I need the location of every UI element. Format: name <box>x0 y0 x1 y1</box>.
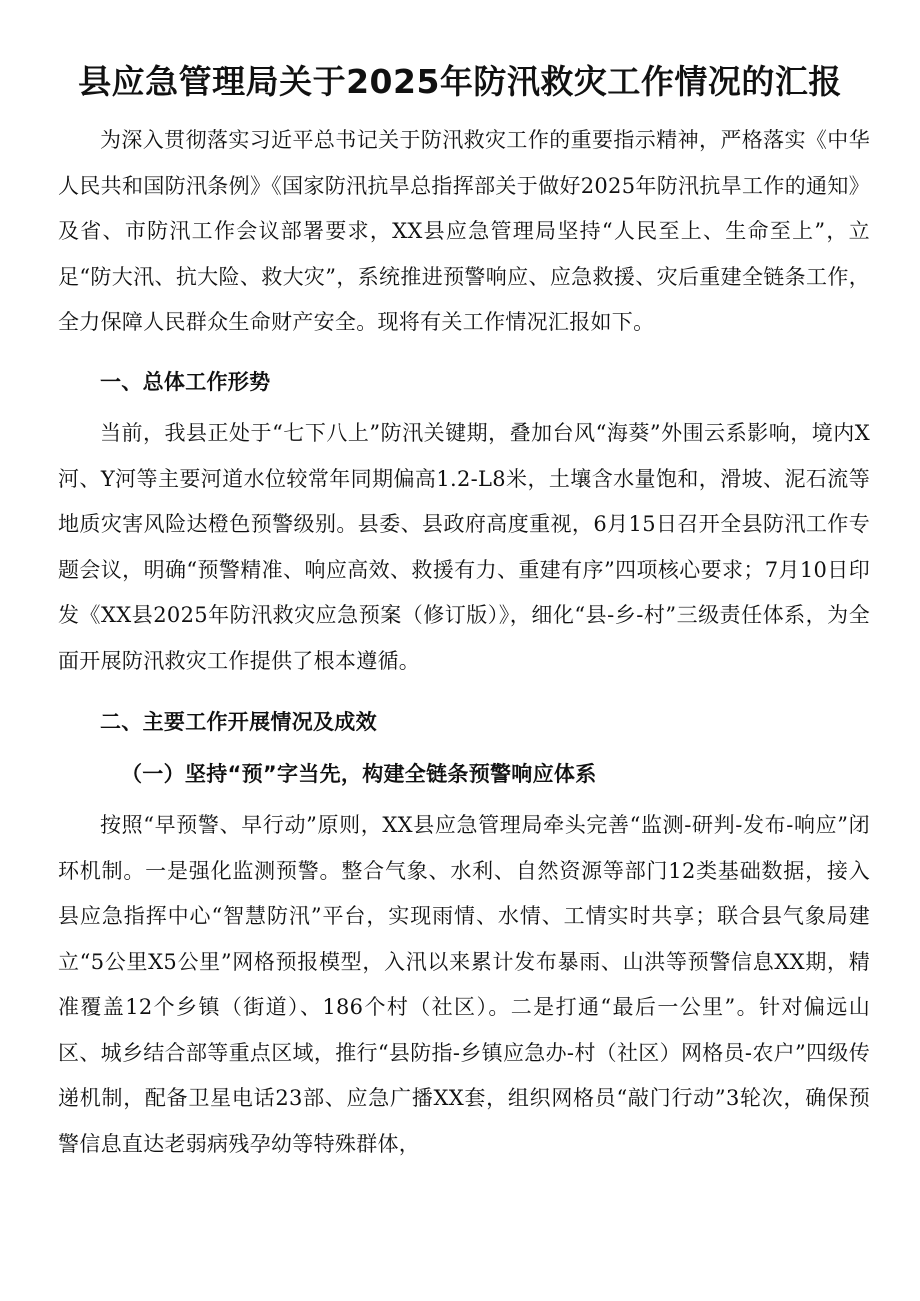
section-heading-1: 一、总体工作形势 <box>100 369 271 394</box>
section-heading-2: 二、主要工作开展情况及成效 <box>100 710 377 734</box>
section1-paragraph: 当前，我县正处于“七下八上”防汛关键期，叠加台风“海葵”外围云系影响，境内X河、Y河等主要河道水位较常年同期偏高1.2-L8米，土壤含水量饱和，滑坡、泥石流等地质灾害风险达橙色预警级别。县委、县政府高度重视，6月15日召开全县防汛工作专题会议，明确“预警精准、响应高效、救援有力、重建有序”四项核心要求；7月10日印发《XX县2025年防汛救灾应急预案（修订版）》，细化“县-乡-村”三级责任体系，为全面开展防汛救灾工作提供了根本遵循。 <box>58 421 870 673</box>
document-title: 县应急管理局关于2025年防汛救灾工作情况的汇报 <box>78 62 842 101</box>
subsection-heading-1: （一）坚持“预”字当先，构建全链条预警响应体系 <box>121 761 597 786</box>
document-body <box>58 118 870 1167</box>
intro-paragraph: 为深入贯彻落实习近平总书记关于防汛救灾工作的重要指示精神，严格落实《中华人民共和国防汛条例》《国家防汛抗旱总指挥部关于做好2025年防汛抗旱工作的通知》及省、市防汛工作会议部署要求，XX县应急管理局坚持“人民至上、生命至上”，立足“防大汛、抗大险、救大灾”，系统推进预警响应、应急救援、灾后重建全链条工作，全力保障人民群众生命财产安全。现将有关工作情况汇报如下。 <box>58 128 870 334</box>
subsection1-paragraph: 按照“早预警、早行动”原则，XX县应急管理局牵头完善“监测-研判-发布-响应”闭环机制。一是强化监测预警。整合气象、水利、自然资源等部门12类基础数据，接入县应急指挥中心“智慧防汛”平台，实现雨情、水情、工情实时共享；联合县气象局建立“5公里X5公里”网格预报模型，入汛以来累计发布暴雨、山洪等预警信息XX期，精准覆盖12个乡镇（街道）、186个村（社区）。二是打通“最后一公里”。针对偏远山区、城乡结合部等重点区域，推行“县防指-乡镇应急办-村（社区）网格员-农户”四级传递机制，配备卫星电话23部、应急广播XX套，组织网格员“敲门行动”3轮次，确保预警信息直达老弱病残孕幼等特殊群体， <box>58 813 870 1156</box>
